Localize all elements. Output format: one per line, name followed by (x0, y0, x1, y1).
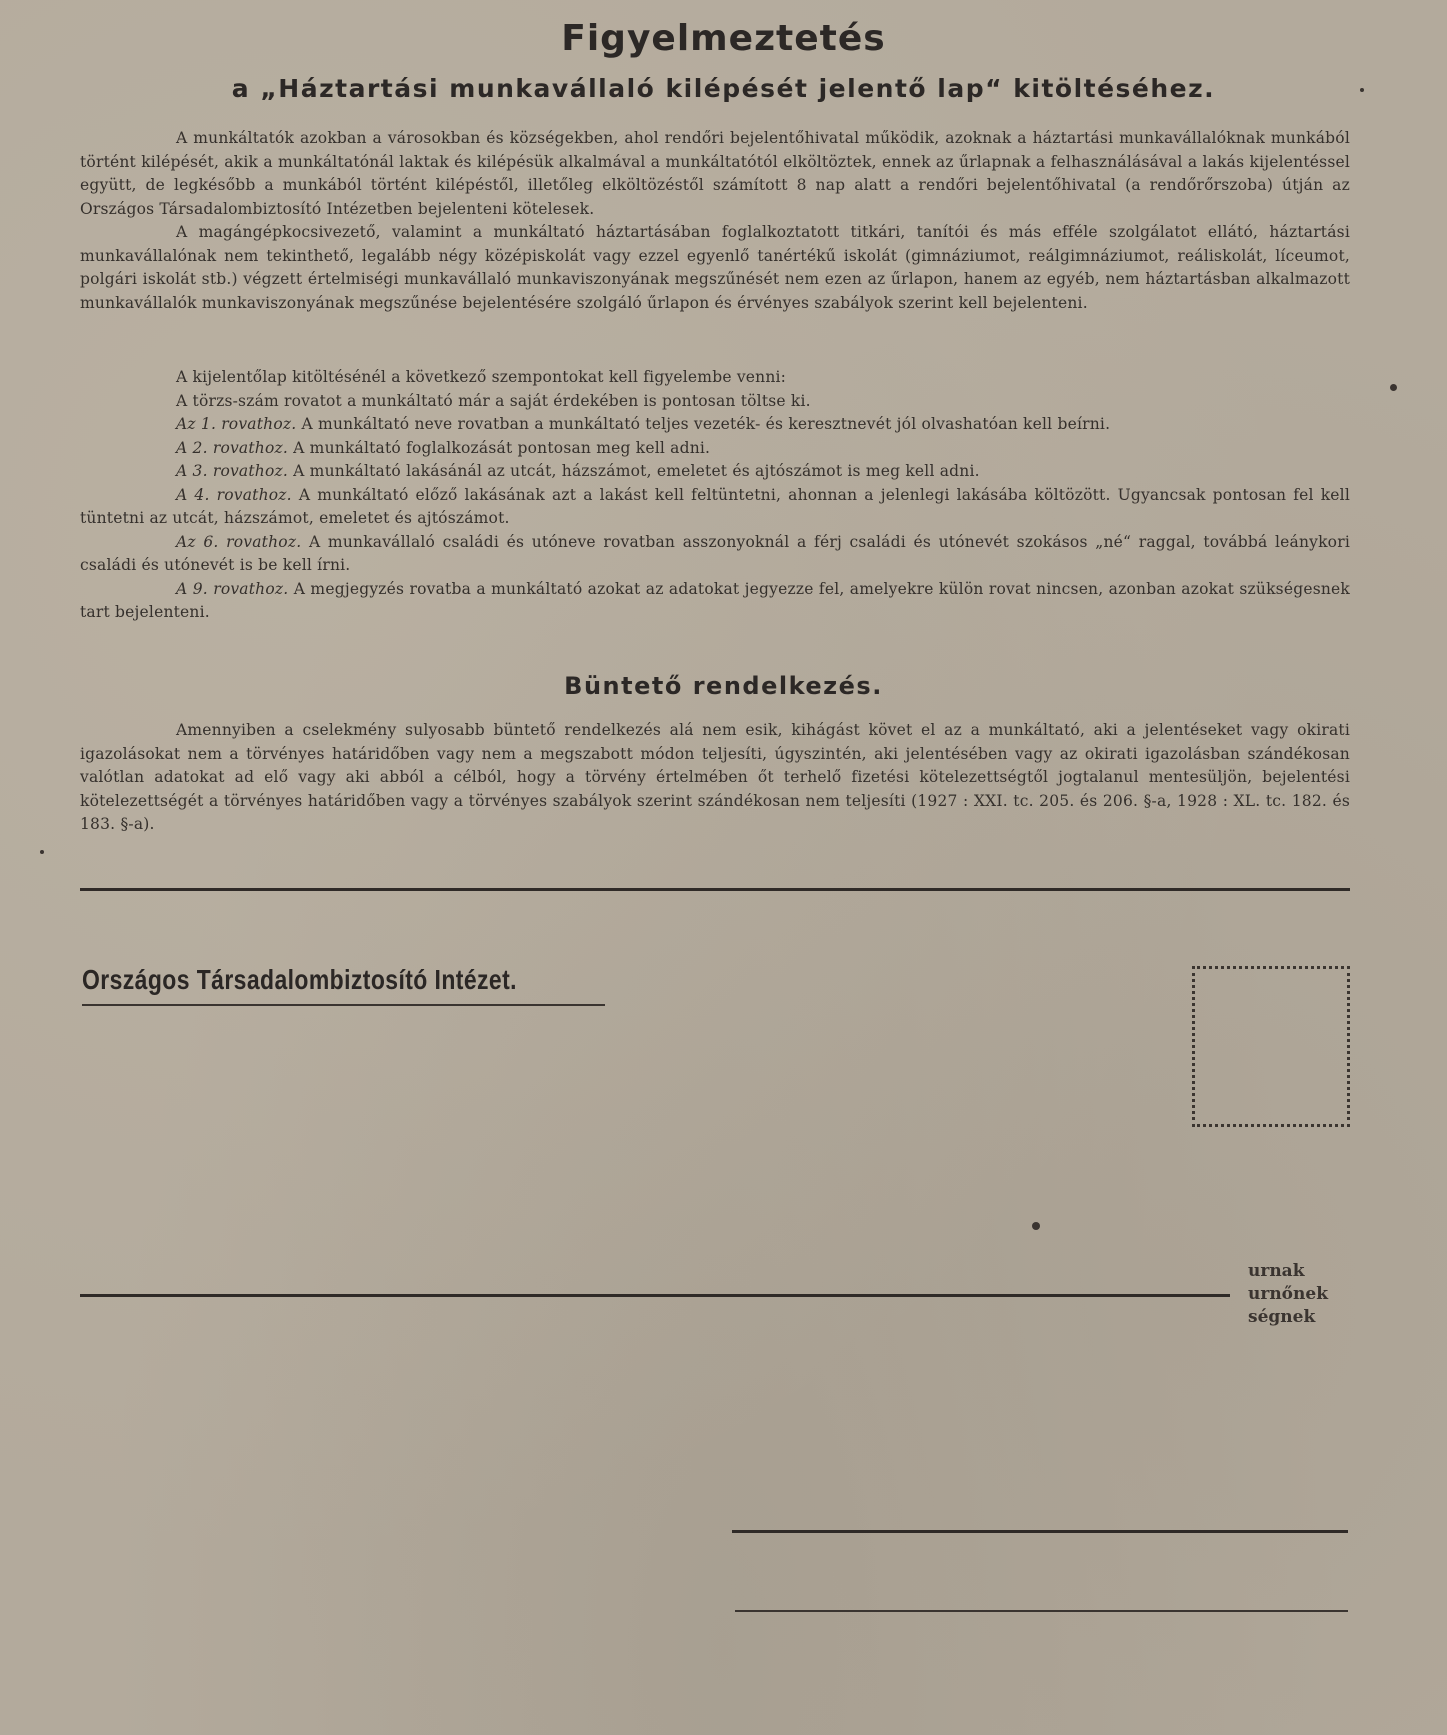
intro-paragraph: A magángépkocsivezető, valamint a munkáltató háztartásában foglalkoztatott titkári, tanítói és más efféle szolgálatot ellátó, háztartási munkavállalónak nem tekinthető, legalább négy középiskolát vagy ezzel egyenlő tanértékű iskolát (gimnáziumot, reálgimnáziumot, reáliskolát, líceumot, polgári iskolát stb.) végzett értelmiségi munkavállaló munkaviszonyának megszűnését nem ezen az űrlapon, hanem az egyéb, nem háztartásban alkalmazott munkavállalók munkaviszonyának megszűnése bejelentésére szolgáló űrlapon és érvényes szabályok szerint kell bejelenteni. (80, 223, 1350, 312)
instruction-text: A törzs-szám rovatot a munkáltató már a saját érdekében is pontosan töltse ki. (176, 391, 811, 410)
penal-paragraph: Amennyiben a cselekmény sulyosabb büntető rendelkezés alá nem esik, kihágást követ el az a munkáltató, aki a jelentéseket vagy okirati igazolásokat nem a törvényes határidőben vagy nem a megszabott módon teljesíti, úgyszintén, aki jelentésében vagy az okirati igazolásban szándékosan valótlan adatokat ad elő vagy aki abból a célból, hogy a törvény értelmében őt terhelő fizetési kötelezettségtől jogtalanul mentesüljön, bejelentési kötelezettségét a törvényes határidőben vagy a törvényes szabályok szerint szándékosan nem teljesíti (1927 : XXI. tc. 205. és 206. §-a, 1928 : XL. tc. 182. és 183. §-a). (80, 721, 1350, 833)
margin-fragments (1248, 1260, 1328, 1329)
fragment-text: urnak (1248, 1261, 1305, 1281)
instruction-item (80, 390, 1350, 414)
instruction-label: Az 1. rovathoz. (176, 415, 297, 433)
instruction-label: A 4. rovathoz. (176, 485, 292, 504)
intro-paragraph: A munkáltatók azokban a városokban és községekben, ahol rendőri bejelentőhivatal működik, azoknak a háztartási munkavállalóknak munkából történt kilépését, akik a munkáltatónál laktak és kilépésük alkalmával a munkáltatótól elköltöztek, ennek az űrlapnak a felhasználásával a lakás kijelentéssel együtt, de legkésőbb a munkából történt kilépéstől, illetőleg elköltözéstől számított 8 nap alatt a rendőri bejelentőhivatal (a rendőrőrszoba) útján az Országos Társadalombiztosító Intézetben bejelenteni kötelesek. (80, 129, 1350, 218)
instruction-label: A 9. rovathoz. (176, 579, 289, 598)
instruction-text: A munkáltató lakásánál az utcát, házszámot, emeletet és ajtószámot is meg kell adni. (293, 462, 980, 480)
instruction-item (80, 413, 1350, 437)
instruction-text: A munkáltató előző lakásának azt a lakást kell feltüntetni, ahonnan a jelenlegi lakásába költözött. Ugyancsak pontosan fel kell tüntetni az utcát, házszámot, emeletet és ajtószámot. (80, 485, 1350, 527)
stamp-box (1192, 966, 1350, 1127)
instruction-text: A munkáltató foglalkozását pontosan meg kell adni. (293, 438, 711, 457)
instruction-text: A megjegyzés rovatba a munkáltató azokat az adatokat jegyezze fel, amelyekre külön rovat nincsen, azonban azokat szükségesnek tart bejelenteni. (80, 579, 1350, 621)
paper-speck (1390, 384, 1397, 391)
instruction-text: A kijelentőlap kitöltésénél a következő szempontokat kell figyelembe venni: (176, 368, 787, 386)
instruction-item (80, 484, 1350, 531)
instruction-item (80, 531, 1350, 578)
penal-section (80, 719, 1350, 837)
instruction-text: A munkáltató neve rovatban a munkáltató teljes vezeték- és keresztnevét jól olvashatóan kell beírni. (301, 415, 1111, 433)
instruction-item (80, 460, 1350, 484)
page-title: Figyelmeztetés (561, 18, 886, 59)
instruction-item (80, 578, 1350, 625)
address-line (80, 1294, 1230, 1297)
instruction-text: A munkavállaló családi és utóneve rovatban asszonyoknál a férj családi és utónevét szokásos „né“ raggal, továbbá leánykori családi és utónevét is be kell írni. (80, 532, 1350, 574)
address-line (735, 1610, 1348, 1612)
instruction-label: A 2. rovathoz. (176, 438, 289, 457)
address-line (732, 1530, 1348, 1533)
fragment-text: ségnek (1248, 1307, 1316, 1327)
penal-title: Büntető rendelkezés. (564, 672, 883, 700)
paper-speck (1360, 88, 1364, 92)
fragment-text: urnőnek (1248, 1284, 1328, 1304)
instruction-item (80, 366, 1350, 390)
institute-underline (82, 1004, 605, 1006)
instruction-label: Az 6. rovathoz. (176, 532, 302, 551)
instruction-item (80, 437, 1350, 461)
instruction-label: A 3. rovathoz. (176, 462, 289, 480)
recipient-institute: Országos Társadalombiztosító Intézet. (82, 964, 517, 995)
paper-speck (1032, 1222, 1040, 1230)
page-subtitle: a „Háztartási munkavállaló kilépését jelentő lap“ kitöltéséhez. (231, 74, 1216, 103)
paper-speck (40, 850, 44, 854)
instructions-section (80, 366, 1350, 625)
intro-section (80, 127, 1350, 315)
section-divider (80, 888, 1350, 891)
